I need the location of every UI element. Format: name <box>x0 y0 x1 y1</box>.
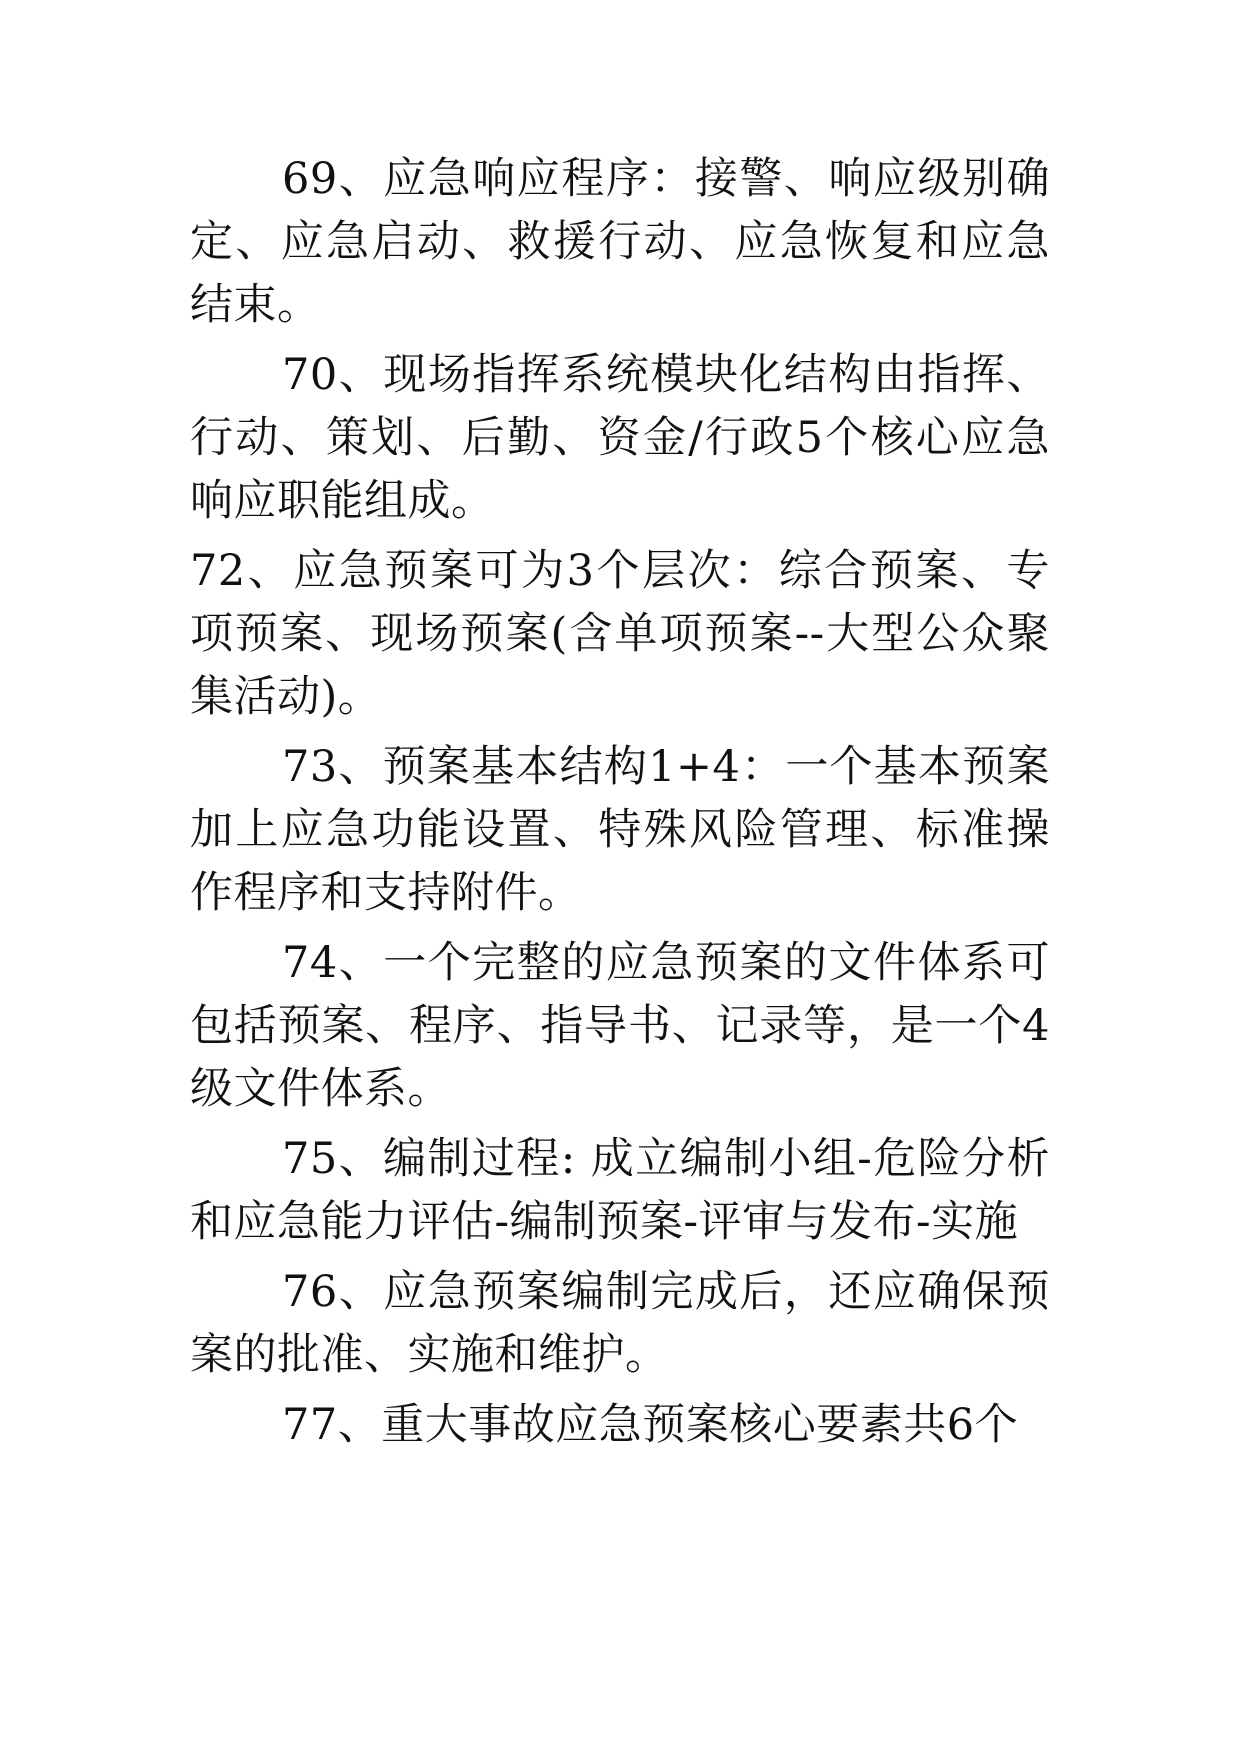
document-page <box>190 148 1050 1464</box>
paragraph-70: 70、现场指挥系统模块化结构由指挥、行动、策划、后勤、资金/行政5个核心应急响应职能组成。 <box>190 350 1050 526</box>
paragraph-72: 72、应急预案可为3个层次：综合预案、专项预案、现场预案(含单项预案--大型公众聚集活动)。 <box>190 546 1050 722</box>
paragraph-75: 75、编制过程: 成立编制小组-危险分析和应急能力评估-编制预案-评审与发布-实施 <box>190 1134 1050 1247</box>
paragraph-74: 74、一个完整的应急预案的文件体系可包括预案、程序、指导书、记录等，是一个4级文件体系。 <box>190 938 1050 1114</box>
paragraph-76: 76、应急预案编制完成后，还应确保预案的批准、实施和维护。 <box>190 1267 1050 1380</box>
paragraph-69: 69、应急响应程序：接警、响应级别确定、应急启动、救援行动、应急恢复和应急结束。 <box>190 154 1050 330</box>
paragraph-77: 77、重大事故应急预案核心要素共6个 <box>282 1400 1019 1450</box>
paragraph-73: 73、预案基本结构1+4：一个基本预案加上应急功能设置、特殊风险管理、标准操作程序和支持附件。 <box>190 742 1050 918</box>
